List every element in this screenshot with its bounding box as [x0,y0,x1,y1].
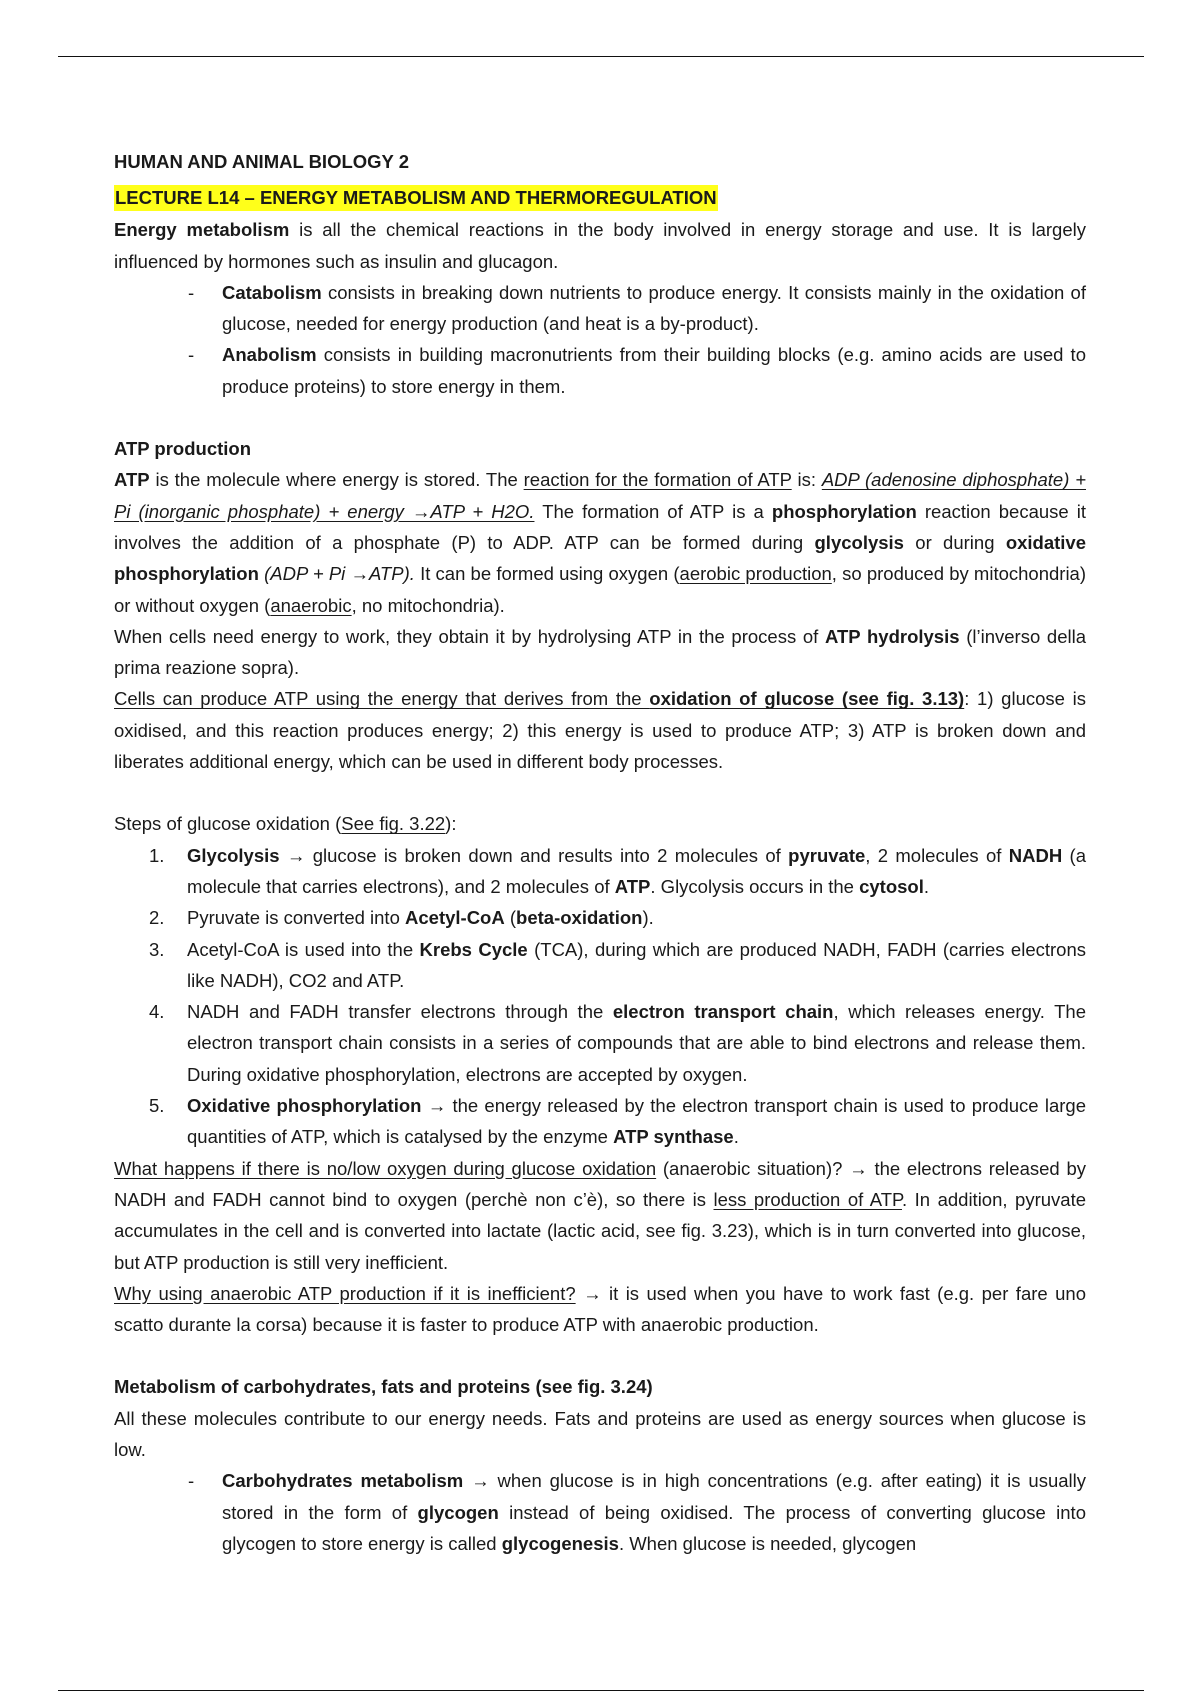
list-item: 2. Pyruvate is converted into Acetyl-CoA (beta-oxidation). [149,907,654,929]
steps-intro: Steps of glucose oxidation (See fig. 3.22): [114,813,457,835]
metabolism-heading: Metabolism of carbohydrates, fats and proteins (see fig. 3.24) [114,1376,653,1398]
list-item: 1. Glycolysis → glucose is broken down and results into 2 molecules of pyruvate, 2 molecules of NADH (a molecule that carries electrons), and 2 molecules of ATP. Glycolysis occurs in the cytosol. [149,844,1087,897]
steps-list [114,840,1086,1153]
list-item: 3. Acetyl-CoA is used into the Krebs Cycle (TCA), during which are produced NADH, FADH (carries electrons like NADH), CO2 and ATP. [149,938,1086,991]
top-rule [58,56,1144,57]
list-item: - Anabolism consists in building macronutrients from their building blocks (e.g. amino acids are used to produce proteins) to store energy in them. [222,339,1086,402]
atp-paragraph-3: Cells can produce ATP using the energy that derives from the oxidation of glucose (see fig. 3.13): 1) glucose is oxidised, and this reaction produces energy; 2) this energy is used to produce ATP; 3) ATP is broken down and liberates additional energy, which can be used in different body processes. [114,688,1086,773]
list-item: 4. NADH and FADH transfer electrons through the electron transport chain, which releases energy. The electron transport chain consists in a series of compounds that are able to bind electrons and release them. During oxidative phosphorylation, electrons are accepted by oxygen. [149,1001,1086,1085]
atp-paragraph-2: When cells need energy to work, they obtain it by hydrolysing ATP in the process of ATP hydrolysis (l’inverso della prima reazione sopra). [114,625,1087,679]
doc-title: HUMAN AND ANIMAL BIOLOGY 2 [114,151,409,172]
atp-paragraph-1: ATP is the molecule where energy is stored. The reaction for the formation of ATP is: ADP (adenosine diphosphate) + Pi (inorganic phosphate) + energy →ATP + H2O. The formation of ATP is a phosphorylation reaction because it involves the addition of a phosphate (P) to ADP. ATP can be formed during glycolysis or during oxidative phosphorylation (ADP + Pi →ATP). It can be formed using oxygen (aerobic production, so produced by mitochondria) or without oxygen (anaerobic, no mitochondria). [114,469,1087,616]
list-item: - Catabolism consists in breaking down nutrients to produce energy. It consists mainly in the oxidation of glucose, needed for energy production (and heat is a by-product). [222,277,1086,340]
list-item: 5. Oxidative phosphorylation → the energy released by the electron transport chain is used to produce large quantities of ATP, which is catalysed by the enzyme ATP synthase. [149,1095,1086,1148]
list-item: - Carbohydrates metabolism → when glucose is in high concentrations (e.g. after eating) it is usually stored in the form of glycogen instead of being oxidised. The process of converting glucose into glycogen to store energy is called glycogenesis. When glucose is needed, glycogen [222,1465,1086,1559]
lecture-title-highlight: LECTURE L14 – ENERGY METABOLISM AND THERMOREGULATION [114,185,718,211]
low-oxygen-paragraph: What happens if there is no/low oxygen during glucose oxidation (anaerobic situation)? → the electrons released by NADH and FADH cannot bind to oxygen (perchè non c’è), so there is less production of ATP. In addition, pyruvate accumulates in the cell and is converted into lactate (lactic acid, see fig. 3.23), which is in turn converted into glucose, but ATP production is still very inefficient. [114,1157,1086,1273]
document-body [114,146,1086,1559]
intro-bullet-list [114,277,1086,402]
atp-heading: ATP production [114,438,252,460]
metabolism-paragraph: All these molecules contribute to our energy needs. Fats and proteins are used as energy sources when glucose is low. [114,1407,1086,1460]
intro-paragraph: Energy metabolism is all the chemical reactions in the body involved in energy storage and use. It is largely influenced by hormones such as insulin and glucagon. [114,219,1086,272]
anaerobic-why-paragraph: Why using anaerobic ATP production if it is inefficient? → it is used when you have to work fast (e.g. per fare uno scatto durante la corsa) because it is faster to produce ATP with anaerobic production. [114,1282,1086,1336]
bottom-rule [58,1690,1144,1691]
metabolism-bullet-list [114,1465,1086,1559]
